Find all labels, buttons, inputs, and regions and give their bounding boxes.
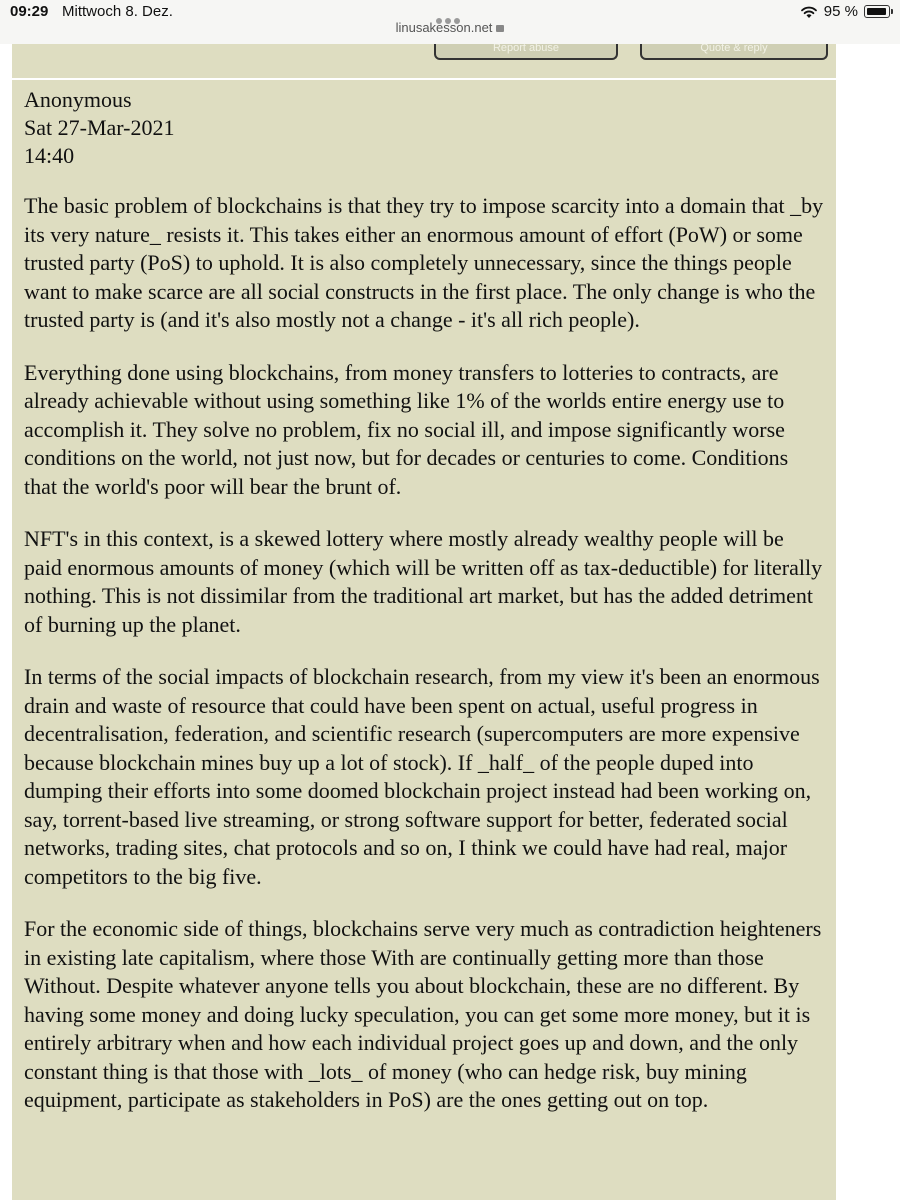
status-right xyxy=(800,3,890,20)
comment-paragraph: For the economic side of things, blockchains serve very much as contradiction heighteners in existing late capitalism, where those With are continually getting more than those Without. Despite whatever anyone tells you about blockchain, these are no different. By having some money and doing lucky speculation, you can get some more money, but it is entirely arbitrary when and how each individual project goes up and down, and the only constant thing is that those with _lots_ of money (who can hedge risk, buy mining equipment, participate as stakeholders in PoS) are the ones getting out on top. xyxy=(24,916,822,1112)
quote-reply-button[interactable]: Quote & reply xyxy=(640,44,828,60)
status-bar xyxy=(0,0,900,44)
address-bar[interactable] xyxy=(0,20,900,35)
status-time: 09:29 xyxy=(10,3,49,20)
wifi-icon xyxy=(800,5,818,19)
previous-post-footer xyxy=(12,44,836,78)
comment-body xyxy=(24,192,824,1115)
comment-paragraph: NFT's in this context, is a skewed lottery where mostly already wealthy people will be paid enormous amounts of money (which will be written off as tax-deductible) for literally nothing. This is not dissimilar from the traditional art market, but has the added detriment of burning up the planet. xyxy=(24,526,823,637)
comment-post xyxy=(12,80,836,1200)
comment-paragraph: In terms of the social impacts of blockchain research, from my view it's been an enormous drain and waste of resource that could have been spent on actual, useful progress in decentralisation, federation, and scientific research (supercomputers are more expensive because blockchain mines buy up a lot of stock). If _half_ of the people duped into dumping their efforts into some doomed blockchain project instead had been working on, say, torrent-based live streaming, or strong software support for better, federated social networks, trading sites, chat protocols and so on, I think we could have had real, major competitors to the big five. xyxy=(24,664,820,889)
comment-time: 14:40 xyxy=(24,143,75,168)
comment-date: Sat 27-Mar-2021 xyxy=(24,115,175,140)
multitasking-dots-icon[interactable] xyxy=(436,11,466,17)
comment-paragraph: The basic problem of blockchains is that they try to impose scarcity into a domain that _by its very nature_ resists it. This takes either an enormous amount of effort (PoW) or some trusted party (PoS) to uphold. It is also completely unnecessary, since the things people want to make scarce are all social constructs in the first place. The only change is who the trusted party is (and it's also mostly not a change - it's all rich people). xyxy=(24,193,824,332)
battery-icon xyxy=(864,5,890,18)
lock-icon xyxy=(496,25,504,32)
report-abuse-button[interactable]: Report abuse xyxy=(434,44,618,60)
battery-percentage: 95 % xyxy=(823,3,858,20)
comment-author: Anonymous xyxy=(24,87,132,112)
comment-meta xyxy=(24,86,824,170)
battery-fill xyxy=(867,8,886,15)
status-date: Mittwoch 8. Dez. xyxy=(62,3,173,20)
address-url: linusakesson.net xyxy=(395,20,493,35)
comment-paragraph: Everything done using blockchains, from money transfers to lotteries to contracts, are already achievable without using something like 1% of the worlds entire energy use to accomplish it. They solve no problem, fix no social ill, and impose significantly worse conditions on the world, not just now, but for decades or centuries to come. Conditions that the world's poor will bear the brunt of. xyxy=(24,359,789,499)
